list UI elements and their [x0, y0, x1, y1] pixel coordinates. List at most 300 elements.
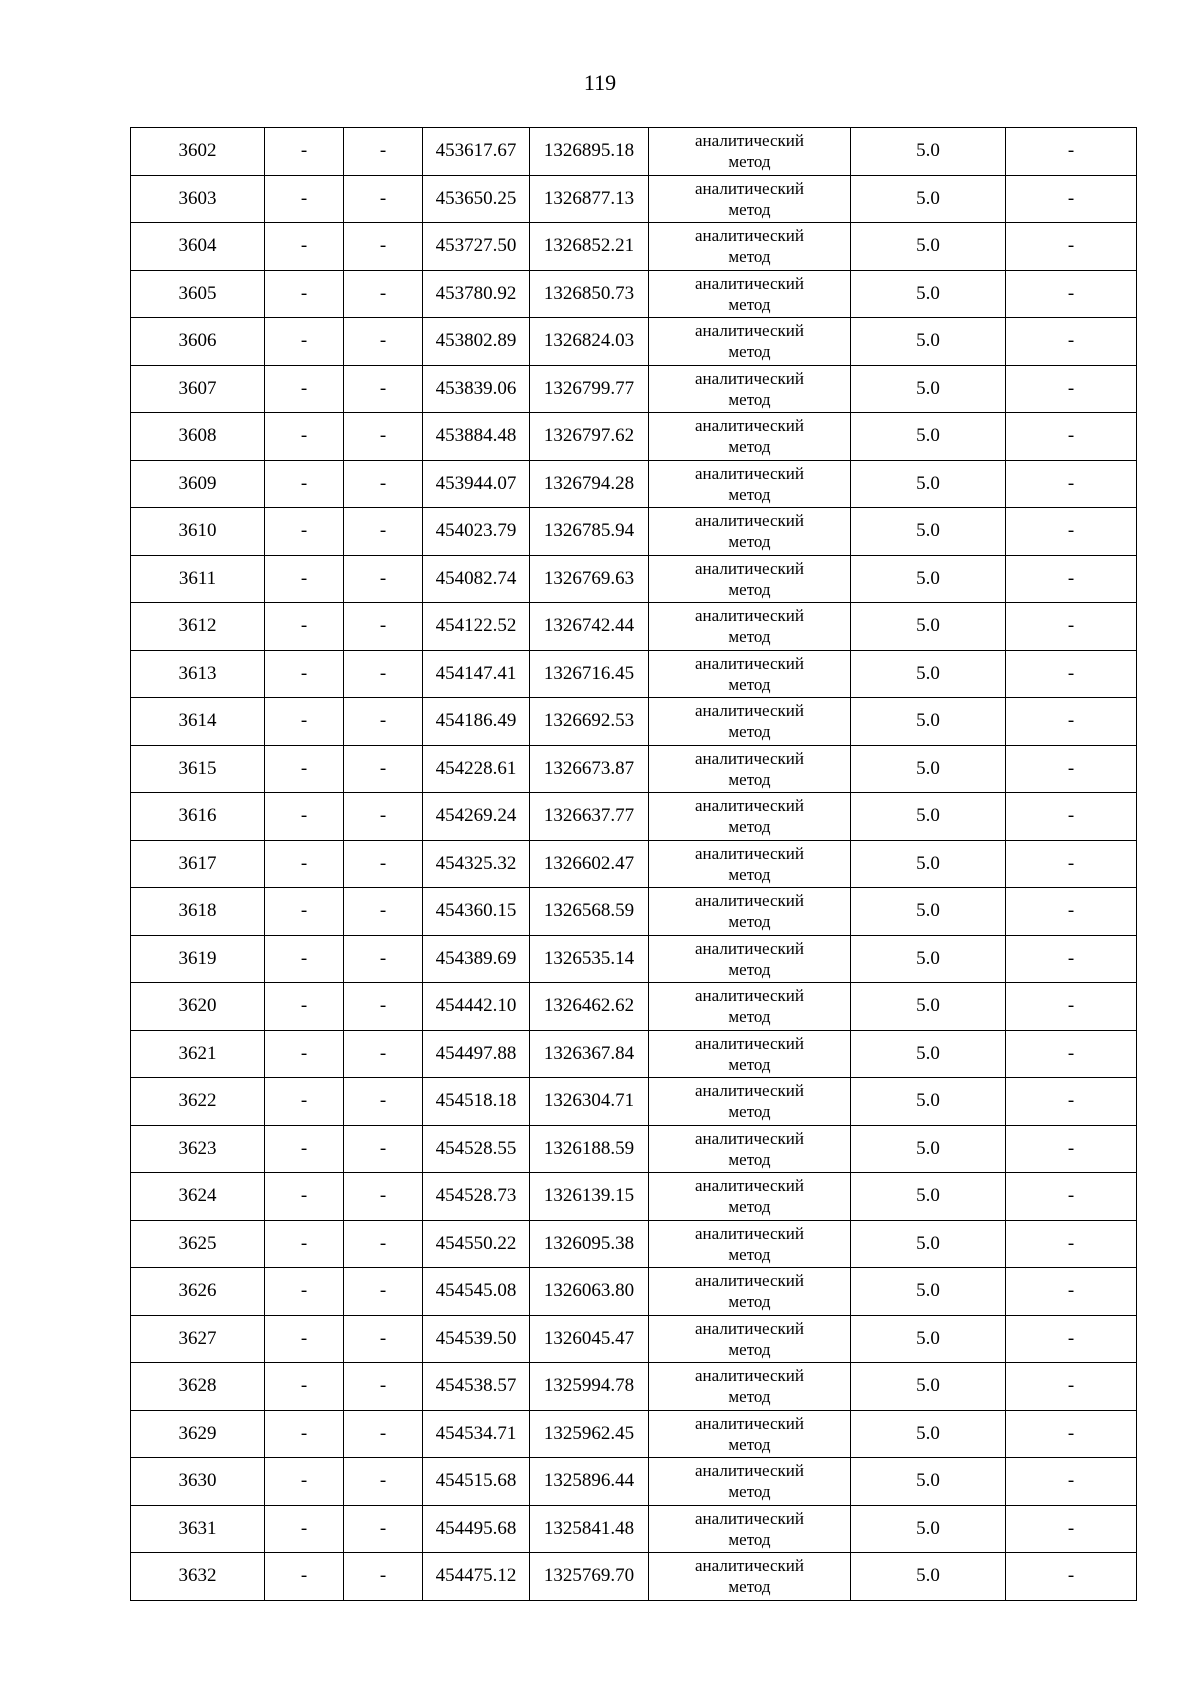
- accuracy-cell: 5.0: [851, 175, 1006, 223]
- method-line-2: метод: [728, 627, 771, 647]
- x-coordinate-cell: 454023.79: [423, 508, 530, 556]
- method-cell: [649, 460, 851, 508]
- note-cell: -: [1006, 460, 1137, 508]
- empty-cell-a: -: [265, 1458, 344, 1506]
- point-number-cell: 3631: [131, 1505, 265, 1553]
- y-coordinate-cell: 1326895.18: [530, 128, 649, 176]
- accuracy-cell: 5.0: [851, 1553, 1006, 1601]
- method-cell: [649, 1505, 851, 1553]
- method-line-1: аналитический: [695, 1081, 804, 1101]
- empty-cell-b: -: [344, 983, 423, 1031]
- y-coordinate-cell: 1326716.45: [530, 650, 649, 698]
- table-row: [131, 365, 1137, 413]
- note-cell: -: [1006, 175, 1137, 223]
- y-coordinate-cell: 1326799.77: [530, 365, 649, 413]
- x-coordinate-cell: 453727.50: [423, 223, 530, 271]
- method-cell: [649, 793, 851, 841]
- method-line-2: метод: [728, 484, 771, 504]
- method-line-2: метод: [728, 579, 771, 599]
- method-line-2: метод: [728, 1387, 771, 1407]
- y-coordinate-cell: 1326824.03: [530, 318, 649, 366]
- method-cell: [649, 1125, 851, 1173]
- table-row: [131, 983, 1137, 1031]
- empty-cell-b: -: [344, 128, 423, 176]
- table-row: [131, 1125, 1137, 1173]
- table-row: [131, 1173, 1137, 1221]
- table-row: [131, 1505, 1137, 1553]
- note-cell: -: [1006, 508, 1137, 556]
- empty-cell-a: -: [265, 508, 344, 556]
- y-coordinate-cell: 1325896.44: [530, 1458, 649, 1506]
- y-coordinate-cell: 1326602.47: [530, 840, 649, 888]
- table-row: [131, 508, 1137, 556]
- method-line-1: аналитический: [695, 416, 804, 436]
- note-cell: -: [1006, 650, 1137, 698]
- accuracy-cell: 5.0: [851, 840, 1006, 888]
- note-cell: -: [1006, 840, 1137, 888]
- y-coordinate-cell: 1326568.59: [530, 888, 649, 936]
- accuracy-cell: 5.0: [851, 223, 1006, 271]
- x-coordinate-cell: 454528.55: [423, 1125, 530, 1173]
- table-row: [131, 175, 1137, 223]
- empty-cell-b: -: [344, 650, 423, 698]
- table-row: [131, 935, 1137, 983]
- note-cell: -: [1006, 128, 1137, 176]
- x-coordinate-cell: 454442.10: [423, 983, 530, 1031]
- empty-cell-a: -: [265, 175, 344, 223]
- empty-cell-b: -: [344, 555, 423, 603]
- accuracy-cell: 5.0: [851, 460, 1006, 508]
- empty-cell-b: -: [344, 318, 423, 366]
- method-line-1: аналитический: [695, 273, 804, 293]
- point-number-cell: 3602: [131, 128, 265, 176]
- accuracy-cell: 5.0: [851, 745, 1006, 793]
- y-coordinate-cell: 1326637.77: [530, 793, 649, 841]
- method-cell: [649, 745, 851, 793]
- method-line-2: метод: [728, 912, 771, 932]
- method-line-2: метод: [728, 1197, 771, 1217]
- y-coordinate-cell: 1326535.14: [530, 935, 649, 983]
- table-row: [131, 223, 1137, 271]
- method-cell: [649, 1458, 851, 1506]
- empty-cell-b: -: [344, 1410, 423, 1458]
- y-coordinate-cell: 1326852.21: [530, 223, 649, 271]
- x-coordinate-cell: 454534.71: [423, 1410, 530, 1458]
- point-number-cell: 3603: [131, 175, 265, 223]
- table-row: [131, 460, 1137, 508]
- empty-cell-b: -: [344, 413, 423, 461]
- empty-cell-b: -: [344, 1458, 423, 1506]
- method-cell: [649, 935, 851, 983]
- x-coordinate-cell: 454538.57: [423, 1363, 530, 1411]
- x-coordinate-cell: 454518.18: [423, 1078, 530, 1126]
- table-row: [131, 555, 1137, 603]
- table-row: [131, 1363, 1137, 1411]
- accuracy-cell: 5.0: [851, 983, 1006, 1031]
- note-cell: -: [1006, 555, 1137, 603]
- point-number-cell: 3617: [131, 840, 265, 888]
- empty-cell-b: -: [344, 508, 423, 556]
- note-cell: -: [1006, 1553, 1137, 1601]
- method-line-1: аналитический: [695, 1556, 804, 1576]
- table-row: [131, 128, 1137, 176]
- point-number-cell: 3610: [131, 508, 265, 556]
- method-line-1: аналитический: [695, 1413, 804, 1433]
- x-coordinate-cell: 454495.68: [423, 1505, 530, 1553]
- note-cell: -: [1006, 1173, 1137, 1221]
- point-number-cell: 3608: [131, 413, 265, 461]
- empty-cell-a: -: [265, 318, 344, 366]
- x-coordinate-cell: 453839.06: [423, 365, 530, 413]
- accuracy-cell: 5.0: [851, 603, 1006, 651]
- note-cell: -: [1006, 698, 1137, 746]
- point-number-cell: 3626: [131, 1268, 265, 1316]
- empty-cell-b: -: [344, 1315, 423, 1363]
- method-line-2: метод: [728, 152, 771, 172]
- method-cell: [649, 223, 851, 271]
- point-number-cell: 3622: [131, 1078, 265, 1126]
- point-number-cell: 3605: [131, 270, 265, 318]
- point-number-cell: 3623: [131, 1125, 265, 1173]
- y-coordinate-cell: 1326794.28: [530, 460, 649, 508]
- accuracy-cell: 5.0: [851, 555, 1006, 603]
- point-number-cell: 3630: [131, 1458, 265, 1506]
- note-cell: -: [1006, 318, 1137, 366]
- point-number-cell: 3615: [131, 745, 265, 793]
- method-line-2: метод: [728, 247, 771, 267]
- empty-cell-b: -: [344, 1173, 423, 1221]
- point-number-cell: 3611: [131, 555, 265, 603]
- empty-cell-a: -: [265, 1410, 344, 1458]
- method-line-2: метод: [728, 342, 771, 362]
- accuracy-cell: 5.0: [851, 1030, 1006, 1078]
- empty-cell-a: -: [265, 1553, 344, 1601]
- empty-cell-a: -: [265, 1268, 344, 1316]
- method-line-1: аналитический: [695, 1223, 804, 1243]
- table-row: [131, 840, 1137, 888]
- method-line-1: аналитический: [695, 606, 804, 626]
- method-line-2: метод: [728, 817, 771, 837]
- x-coordinate-cell: 454497.88: [423, 1030, 530, 1078]
- note-cell: -: [1006, 1363, 1137, 1411]
- method-cell: [649, 365, 851, 413]
- empty-cell-a: -: [265, 650, 344, 698]
- y-coordinate-cell: 1326462.62: [530, 983, 649, 1031]
- method-line-1: аналитический: [695, 1461, 804, 1481]
- x-coordinate-cell: 453780.92: [423, 270, 530, 318]
- empty-cell-b: -: [344, 1363, 423, 1411]
- method-cell: [649, 1363, 851, 1411]
- table-row: [131, 1553, 1137, 1601]
- note-cell: -: [1006, 888, 1137, 936]
- accuracy-cell: 5.0: [851, 413, 1006, 461]
- method-line-1: аналитический: [695, 1318, 804, 1338]
- empty-cell-a: -: [265, 1315, 344, 1363]
- note-cell: -: [1006, 1078, 1137, 1126]
- empty-cell-a: -: [265, 603, 344, 651]
- note-cell: -: [1006, 223, 1137, 271]
- empty-cell-a: -: [265, 555, 344, 603]
- method-line-2: метод: [728, 1434, 771, 1454]
- method-line-1: аналитический: [695, 938, 804, 958]
- point-number-cell: 3628: [131, 1363, 265, 1411]
- point-number-cell: 3606: [131, 318, 265, 366]
- method-line-1: аналитический: [695, 463, 804, 483]
- point-number-cell: 3629: [131, 1410, 265, 1458]
- note-cell: -: [1006, 1268, 1137, 1316]
- method-cell: [649, 1030, 851, 1078]
- method-line-2: метод: [728, 389, 771, 409]
- point-number-cell: 3632: [131, 1553, 265, 1601]
- method-line-1: аналитический: [695, 1128, 804, 1148]
- method-cell: [649, 840, 851, 888]
- point-number-cell: 3619: [131, 935, 265, 983]
- method-line-1: аналитический: [695, 1271, 804, 1291]
- x-coordinate-cell: 454475.12: [423, 1553, 530, 1601]
- empty-cell-b: -: [344, 1268, 423, 1316]
- method-line-1: аналитический: [695, 1508, 804, 1528]
- table-row: [131, 270, 1137, 318]
- x-coordinate-cell: 453617.67: [423, 128, 530, 176]
- method-cell: [649, 413, 851, 461]
- method-line-2: метод: [728, 1339, 771, 1359]
- y-coordinate-cell: 1326063.80: [530, 1268, 649, 1316]
- accuracy-cell: 5.0: [851, 650, 1006, 698]
- table-row: [131, 1268, 1137, 1316]
- accuracy-cell: 5.0: [851, 935, 1006, 983]
- method-cell: [649, 508, 851, 556]
- table-row: [131, 318, 1137, 366]
- method-line-1: аналитический: [695, 226, 804, 246]
- empty-cell-b: -: [344, 1078, 423, 1126]
- point-number-cell: 3607: [131, 365, 265, 413]
- method-cell: [649, 603, 851, 651]
- note-cell: -: [1006, 270, 1137, 318]
- method-cell: [649, 698, 851, 746]
- method-cell: [649, 1315, 851, 1363]
- accuracy-cell: 5.0: [851, 1315, 1006, 1363]
- y-coordinate-cell: 1326304.71: [530, 1078, 649, 1126]
- empty-cell-a: -: [265, 840, 344, 888]
- method-line-1: аналитический: [695, 131, 804, 151]
- x-coordinate-cell: 454389.69: [423, 935, 530, 983]
- method-line-1: аналитический: [695, 653, 804, 673]
- y-coordinate-cell: 1326045.47: [530, 1315, 649, 1363]
- x-coordinate-cell: 454550.22: [423, 1220, 530, 1268]
- point-number-cell: 3621: [131, 1030, 265, 1078]
- empty-cell-a: -: [265, 698, 344, 746]
- table-row: [131, 603, 1137, 651]
- method-line-1: аналитический: [695, 701, 804, 721]
- x-coordinate-cell: 454122.52: [423, 603, 530, 651]
- point-number-cell: 3613: [131, 650, 265, 698]
- empty-cell-a: -: [265, 983, 344, 1031]
- method-line-2: метод: [728, 1577, 771, 1597]
- y-coordinate-cell: 1326095.38: [530, 1220, 649, 1268]
- accuracy-cell: 5.0: [851, 365, 1006, 413]
- x-coordinate-cell: 453944.07: [423, 460, 530, 508]
- table-row: [131, 888, 1137, 936]
- point-number-cell: 3625: [131, 1220, 265, 1268]
- method-cell: [649, 128, 851, 176]
- method-line-1: аналитический: [695, 843, 804, 863]
- empty-cell-b: -: [344, 1220, 423, 1268]
- method-cell: [649, 1553, 851, 1601]
- accuracy-cell: 5.0: [851, 888, 1006, 936]
- note-cell: -: [1006, 1505, 1137, 1553]
- accuracy-cell: 5.0: [851, 1363, 1006, 1411]
- y-coordinate-cell: 1326785.94: [530, 508, 649, 556]
- y-coordinate-cell: 1326742.44: [530, 603, 649, 651]
- y-coordinate-cell: 1326673.87: [530, 745, 649, 793]
- accuracy-cell: 5.0: [851, 1268, 1006, 1316]
- x-coordinate-cell: 454147.41: [423, 650, 530, 698]
- method-cell: [649, 650, 851, 698]
- table-row: [131, 650, 1137, 698]
- point-number-cell: 3612: [131, 603, 265, 651]
- empty-cell-a: -: [265, 1505, 344, 1553]
- note-cell: -: [1006, 1315, 1137, 1363]
- note-cell: -: [1006, 1220, 1137, 1268]
- note-cell: -: [1006, 983, 1137, 1031]
- note-cell: -: [1006, 1410, 1137, 1458]
- y-coordinate-cell: 1326139.15: [530, 1173, 649, 1221]
- method-line-1: аналитический: [695, 796, 804, 816]
- x-coordinate-cell: 454186.49: [423, 698, 530, 746]
- x-coordinate-cell: 454269.24: [423, 793, 530, 841]
- x-coordinate-cell: 453802.89: [423, 318, 530, 366]
- method-line-2: метод: [728, 532, 771, 552]
- method-line-1: аналитический: [695, 891, 804, 911]
- note-cell: -: [1006, 603, 1137, 651]
- method-line-2: метод: [728, 1482, 771, 1502]
- x-coordinate-cell: 454539.50: [423, 1315, 530, 1363]
- method-line-2: метод: [728, 1244, 771, 1264]
- method-line-2: метод: [728, 1292, 771, 1312]
- accuracy-cell: 5.0: [851, 1220, 1006, 1268]
- accuracy-cell: 5.0: [851, 1458, 1006, 1506]
- y-coordinate-cell: 1325769.70: [530, 1553, 649, 1601]
- empty-cell-b: -: [344, 1125, 423, 1173]
- method-cell: [649, 1220, 851, 1268]
- method-line-1: аналитический: [695, 986, 804, 1006]
- empty-cell-b: -: [344, 745, 423, 793]
- method-line-2: метод: [728, 437, 771, 457]
- empty-cell-a: -: [265, 413, 344, 461]
- empty-cell-b: -: [344, 888, 423, 936]
- method-line-1: аналитический: [695, 558, 804, 578]
- note-cell: -: [1006, 935, 1137, 983]
- method-line-1: аналитический: [695, 178, 804, 198]
- accuracy-cell: 5.0: [851, 318, 1006, 366]
- method-cell: [649, 555, 851, 603]
- method-line-1: аналитический: [695, 1366, 804, 1386]
- method-cell: [649, 1410, 851, 1458]
- table-row: [131, 793, 1137, 841]
- x-coordinate-cell: 454515.68: [423, 1458, 530, 1506]
- note-cell: -: [1006, 1458, 1137, 1506]
- empty-cell-b: -: [344, 365, 423, 413]
- empty-cell-a: -: [265, 1030, 344, 1078]
- point-number-cell: 3614: [131, 698, 265, 746]
- method-line-2: метод: [728, 722, 771, 742]
- method-cell: [649, 1268, 851, 1316]
- empty-cell-a: -: [265, 1125, 344, 1173]
- x-coordinate-cell: 453884.48: [423, 413, 530, 461]
- accuracy-cell: 5.0: [851, 1173, 1006, 1221]
- accuracy-cell: 5.0: [851, 270, 1006, 318]
- method-line-1: аналитический: [695, 321, 804, 341]
- note-cell: -: [1006, 365, 1137, 413]
- point-number-cell: 3616: [131, 793, 265, 841]
- method-cell: [649, 318, 851, 366]
- table-row: [131, 1458, 1137, 1506]
- y-coordinate-cell: 1326797.62: [530, 413, 649, 461]
- empty-cell-a: -: [265, 1363, 344, 1411]
- method-line-2: метод: [728, 1529, 771, 1549]
- empty-cell-a: -: [265, 745, 344, 793]
- y-coordinate-cell: 1326877.13: [530, 175, 649, 223]
- method-line-2: метод: [728, 769, 771, 789]
- y-coordinate-cell: 1326850.73: [530, 270, 649, 318]
- empty-cell-b: -: [344, 793, 423, 841]
- table-row: [131, 1220, 1137, 1268]
- point-number-cell: 3609: [131, 460, 265, 508]
- method-line-2: метод: [728, 1007, 771, 1027]
- x-coordinate-cell: 453650.25: [423, 175, 530, 223]
- empty-cell-a: -: [265, 1173, 344, 1221]
- empty-cell-b: -: [344, 840, 423, 888]
- method-line-2: метод: [728, 674, 771, 694]
- y-coordinate-cell: 1326367.84: [530, 1030, 649, 1078]
- method-line-2: метод: [728, 959, 771, 979]
- note-cell: -: [1006, 1030, 1137, 1078]
- x-coordinate-cell: 454528.73: [423, 1173, 530, 1221]
- table-row: [131, 1315, 1137, 1363]
- empty-cell-b: -: [344, 1030, 423, 1078]
- method-line-1: аналитический: [695, 1176, 804, 1196]
- method-cell: [649, 1173, 851, 1221]
- method-cell: [649, 1078, 851, 1126]
- table-row: [131, 413, 1137, 461]
- empty-cell-b: -: [344, 1553, 423, 1601]
- empty-cell-a: -: [265, 223, 344, 271]
- point-number-cell: 3627: [131, 1315, 265, 1363]
- empty-cell-a: -: [265, 270, 344, 318]
- method-line-2: метод: [728, 864, 771, 884]
- empty-cell-a: -: [265, 793, 344, 841]
- empty-cell-b: -: [344, 1505, 423, 1553]
- y-coordinate-cell: 1325994.78: [530, 1363, 649, 1411]
- table-row: [131, 1078, 1137, 1126]
- table-row: [131, 745, 1137, 793]
- point-number-cell: 3604: [131, 223, 265, 271]
- point-number-cell: 3624: [131, 1173, 265, 1221]
- accuracy-cell: 5.0: [851, 1078, 1006, 1126]
- table-row: [131, 1410, 1137, 1458]
- page-number: 119: [583, 70, 617, 95]
- method-line-1: аналитический: [695, 1033, 804, 1053]
- empty-cell-a: -: [265, 365, 344, 413]
- method-line-2: метод: [728, 1149, 771, 1169]
- y-coordinate-cell: 1326188.59: [530, 1125, 649, 1173]
- empty-cell-a: -: [265, 460, 344, 508]
- empty-cell-a: -: [265, 935, 344, 983]
- y-coordinate-cell: 1326692.53: [530, 698, 649, 746]
- method-cell: [649, 983, 851, 1031]
- coordinates-table: [130, 127, 1137, 1601]
- empty-cell-b: -: [344, 460, 423, 508]
